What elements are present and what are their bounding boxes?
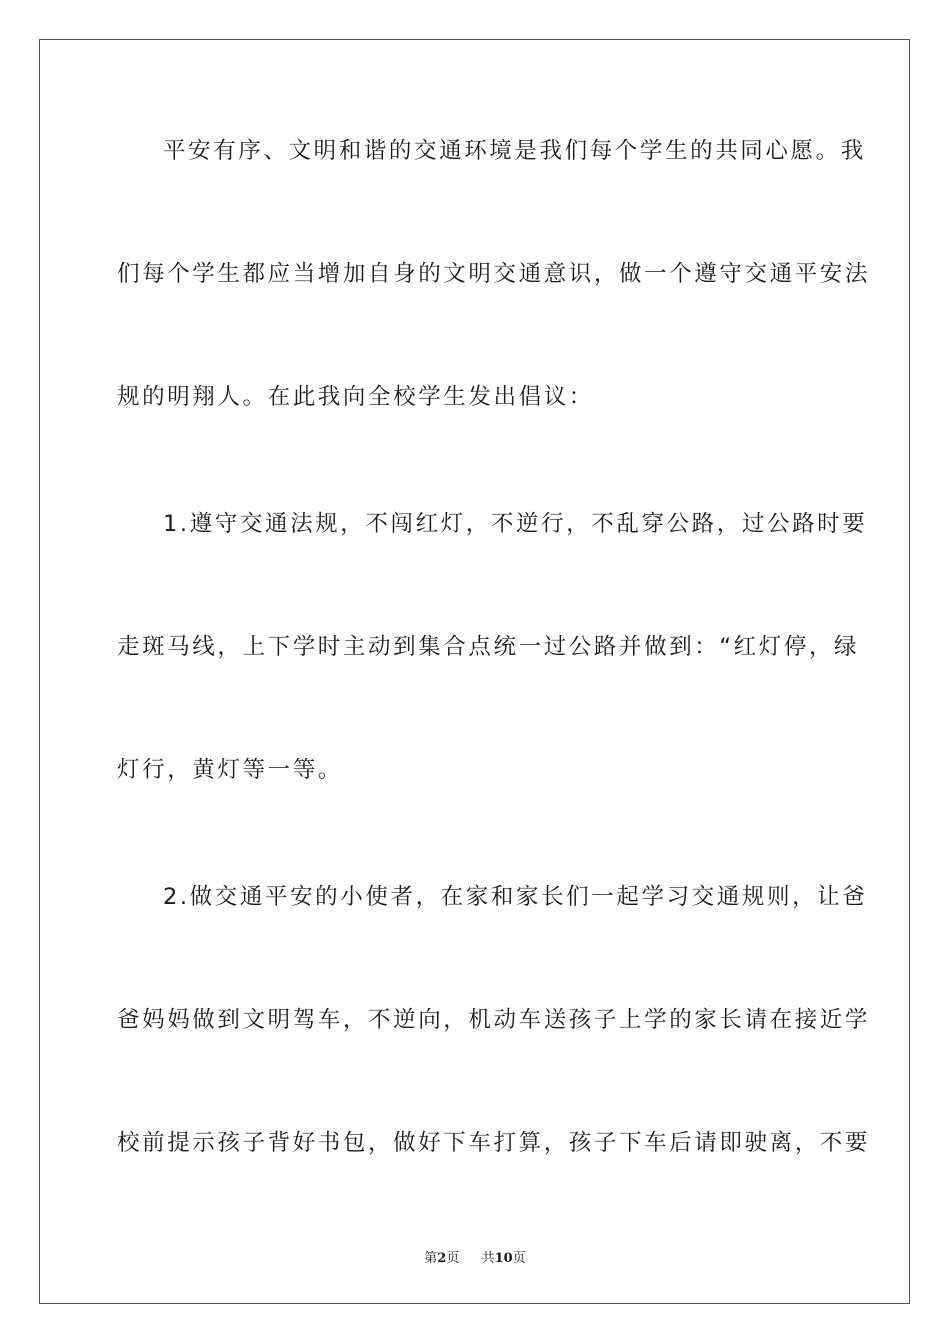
paragraph-3-line-2: 爸妈妈做到文明驾车，不逆向，机动车送孩子上学的家长请在接近学 (117, 1007, 871, 1033)
total-pages-label: 共10页 (481, 1251, 526, 1266)
current-page-number: 2 (437, 1251, 447, 1266)
paragraph-3-line-3: 校前提示孩子背好书包，做好下车打算，孩子下车后请即驶离，不要 (117, 1130, 871, 1156)
paragraph-2-line-1: 1.遵守交通法规，不闯红灯，不逆行，不乱穿公路，过公路时要 (163, 511, 868, 537)
paragraph-1-line-2: 们每个学生都应当增加自身的文明交通意识，做一个遵守交通平安法 (117, 261, 871, 287)
total-page-count: 10 (494, 1251, 513, 1266)
page-number-label: 第2页 (424, 1251, 460, 1266)
paragraph-2-line-2: 走斑马线，上下学时主动到集合点统一过公路并做到：“红灯停，绿 (117, 634, 860, 660)
paragraph-1-line-3: 规的明翔人。在此我向全校学生发出倡议： (117, 384, 594, 410)
page-footer (0, 1247, 950, 1266)
paragraph-3-line-1: 2.做交通平安的小使者，在家和家长们一起学习交通规则，让爸 (163, 884, 868, 910)
paragraph-1-line-1: 平安有序、文明和谐的交通环境是我们每个学生的共同心愿。我 (163, 138, 866, 164)
page-border (39, 39, 910, 1304)
paragraph-2-line-3: 灯行，黄灯等一等。 (117, 757, 343, 783)
